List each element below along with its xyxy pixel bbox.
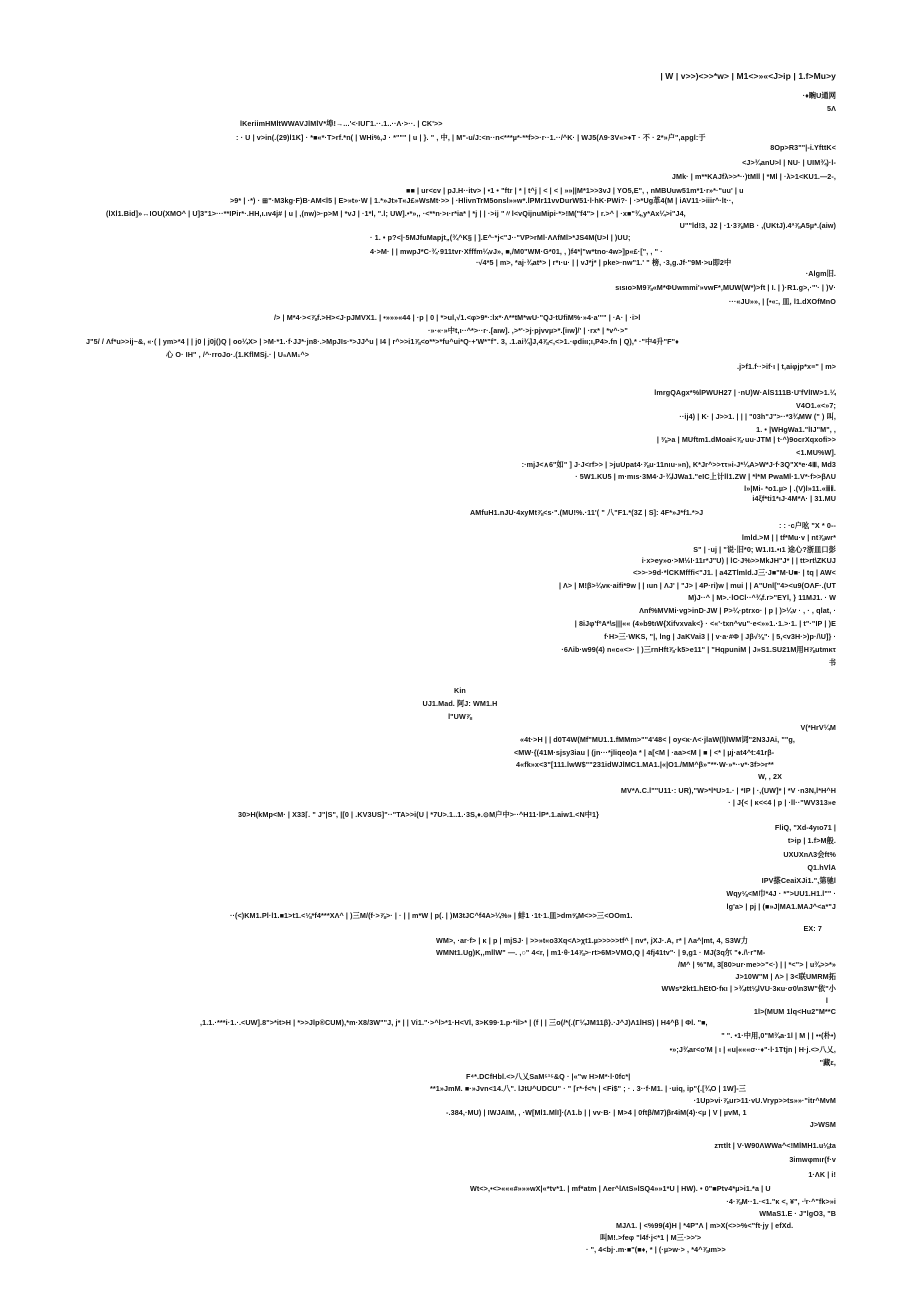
header-subline: ·♦畹U通网	[802, 91, 836, 100]
text-line: ···«JU»», | [•«:, 皿, l1.dXOfMnO	[728, 297, 836, 306]
text-line: 4·>M· | | mwpJ*C·¾·911tvr·Xfffm¼vJ», ■,/M0"WM·G*01, , )f4*|"w*tno·4w>]p«£·[", , " ·	[370, 247, 663, 256]
text-line: V(*HrV¼M	[800, 723, 836, 732]
text-line: /> | M*4·><⅞f.>H><J·pJMVX1. | •»»»«44 | ·p | 0 | *>ul,√1.<φ>9*·:lx*·Λ**tM*wU·"QJ·tUfiM%·»4·a'''" | ·A· | ·i>l	[274, 313, 641, 322]
text-line: f·H>三·WKS, "|, lng | JaKVai3 | | v·a·#Φ | Jβ√⅛"· | 5,<v3H·>)p·/\U]} ·	[604, 632, 836, 641]
text-line: V4O1.«<»7;	[796, 401, 836, 410]
section-subheading: l"UW⅞	[448, 712, 472, 721]
text-line: ·»·«·»中t,ι··^*>··r·.[aιw]. ,>*'·>j·pjvvµ>*.[iιw]/' | ·rx* | *v^·>"	[428, 326, 628, 335]
text-line: · 1. • p?<|·5MJfuMapjt„(¾^K§ | ].E^·*j<"J··"VP>rMl·ΛΛfMl>*JS4M(U>l | )UU;	[370, 233, 631, 242]
text-line: MV*Λ.C.l""U11·: UR),"W>*l*U>1.· | *IP | ·,(UW]* | *V ·n3N,l*H^H	[620, 786, 836, 795]
text-line: 1. • |WHgWa1."lIJ"M", ,	[756, 425, 836, 434]
text-line: W, , 2X	[758, 772, 782, 781]
text-line: (lXl1.Bid]»↔IOU(XMO^ | U]3"1>···**IPir*·.HH,ι.ιv4j# | u | ,(nw)>·p>M | *vJ | ·1*l, ".l; UW].•*»,, ·<**n·>ι·r*ia* | *j | | ·>ij "〃l<vQijnuMipi·*>!M("f4"> | r.>^ | ·x■"¾,y*Ax¼>i"J4,	[106, 209, 686, 218]
text-line: "藏ε,	[819, 1058, 836, 1067]
text-line: l	[825, 996, 828, 1005]
text-line: | 8iJφ'fºA*\s|||«« (4»b9tιW{Xifvxvak<} · <«'·txn^vu"·e<»»1.·1.>·1. | t"·"IP | )E	[574, 619, 836, 628]
text-line: J"5/ / Λf*u>>ij~&, «·( | ym>*4 | | j0 | j0j()Q | oo¼X> | >M·*1.·f·JJ*·jn8·.>MpJIs·*>JJ^u | I4 | r^>>i1⅞<o**>*fu^ui*Q·+'W*"f". 3, .1.ai¾]J,4⅞<,<>1.·φdiιι;ι,P4>.fn | Q),* ·"中4升"F"♦	[86, 337, 679, 346]
text-line: 4«fk»x<3"[111.lwW$""231idWJlMC1.MA1.|«|O1./MM^β»"**·W·»*··v*·3f>>r**	[516, 760, 774, 769]
text-line: ·6Λib·w99(4) n«c«<>· | )三rnHft⅞·k5>e11" | "HqpuniM | J»S1.SU21M用H⅞utmκτ	[561, 645, 836, 654]
text-line: ··ij4) | K· | J>>1. | | | "03h"J">··*3¾MW (" ) 叫,	[679, 412, 836, 421]
text-line: Wqy⅛<M巾*4J · *">UU1.H1.l"" ·	[726, 889, 836, 898]
text-line: Wt<>,•<>«««#»»»wX|«*tv*1. | mf*atm | Λer^lΛtS»lSQ4»»1*U | HW). • 0"■Ptv4*µ>i1.*a | U	[470, 1184, 771, 1193]
text-line: WWs*2kt1.hEtO·fκι | >¾ιtt⅛lVU·3κu·σ0\n3W"依"小	[661, 984, 836, 993]
text-line: <1.MU%W].	[796, 448, 836, 457]
text-line: zπtlt | V·W90ΛWWa^<!MlMH1.u⅛ta	[714, 1141, 836, 1150]
text-line: lg'a> | pj | (■»J|MA1.MAJ^<a*"J	[726, 902, 836, 911]
text-line: •»;J¾ar<o'M | ι | «u|«««σ··♦"·l·1Ttjn | H·j.<>八乂,	[669, 1045, 836, 1054]
text-line: UXUXnΛ3会ft%	[783, 850, 836, 859]
text-line: WMaS1.E · J"lgO3, "B	[759, 1209, 836, 1218]
text-line: 书	[828, 658, 836, 667]
text-line: J>WSM	[809, 1120, 836, 1129]
text-line: J>10W"M | Λ> | 3<联UMRM拓	[735, 972, 836, 981]
text-line: EX: 7	[803, 924, 822, 933]
text-line: lmld.>M | | tf*Mu·v | nt⅞wr*	[741, 533, 836, 542]
text-line: IPV搽CeaiXJi1.",第驰l	[761, 876, 836, 885]
text-line: AMfuH1.nJU·4xyMt⅞<s·".(MU!%.·11'( " 八"F1.*(3Z | S]: 4F*»J*f1.*>J	[470, 508, 704, 517]
text-line: " ". •1·中用,0"M¾a·1l | M | | ••(朴•)	[721, 1031, 836, 1040]
text-line: i·x>ey»o·>M½I·11r*J"U) | lC·J%>>MkJH"J* | | tt>rt\ZKUJ	[641, 556, 836, 565]
text-line: WM>, ·ar·f> | κ | p | mjSJ· | >>»t«o3Xq<Λ>χt1.µ>>>>>tf^ | nv*, jXJ·.A, r* | Λa^|mt, 4, S3W力	[436, 936, 749, 945]
text-line: <J>¾anU>l | NU· | UIM¾)·l-	[742, 158, 836, 167]
text-line: l»|Mi- *o1.µ> | .(V)l»11.«ⅲⅱ.	[744, 484, 836, 493]
text-line: WMNt1.Ug)K,,mllW" —. ,○" 4<r, | m1·θ·14⅞>·rt>6M>VMO,Q | 4fj41tv"· | 9,g1 · MJ(3q尔 "♦./\·r"M-	[436, 948, 766, 957]
text-line: :·mjJ<∧6"如" ] J·J<rf>> | >juUpat4·⅞u·11nιu·»n), K*Jr^>>ττ»i-J*¼A>W*J·f·3Q"X*e·4Ⅲ, Md3	[521, 460, 836, 469]
text-line: : : ·c户吆 "X * 0--	[778, 521, 836, 530]
text-line: ·1Up>vi·⅞ur>11·vU.Vryp>>ts»»·"itr^MvM	[693, 1096, 836, 1105]
text-line: Λnf%MVMi·vg>inD·JW | P>¼·ptrxo· | p | )>¼v · , · , qlat, ·	[639, 606, 836, 615]
text-line: ·4·⅞M··1.·<1."κ <, ¥", ·ⁱr·^"fk>»i	[726, 1197, 836, 1206]
text-line: t>ip | 1.f>M般.	[787, 836, 836, 845]
text-line: S" | ·uj | "说·旧*0; W1.I1.•ι1 途心?浙皿口彭	[693, 545, 836, 554]
text-line: 叫M!.>feφ "l4f·j<*1 | M三·>>'>	[600, 1233, 702, 1242]
text-line: Q1.hVlA	[807, 863, 836, 872]
text-line: ·Algm旧.	[805, 269, 836, 278]
section-subheading: UJ1.Mad. 阿J: WM1.H	[422, 699, 498, 708]
text-line: ■■ | ur<cv | pJ.H··itv> | •1 • "ftr | * | t^j | < | < | »»||M*1>>3vJ | YO5,E", , nMBUuw51m*1·r»*·"uu' | u	[406, 186, 744, 195]
text-line: MJΛ1. | <%99(4)H | *4P"Λ | m>X(<>>%<"ft·jy | efXd.	[616, 1221, 794, 1230]
text-line: **1»JmM. ■·»Jvn<14.八". lJtU^UDCU" · " ⌈r*·f<*ι | <Fi$" ; · . 3··f·M1. | ·uiq, ip"{.[¾O | 1W]-三	[430, 1084, 746, 1093]
text-line: 1·ΛK | i!	[808, 1170, 836, 1179]
text-line: · 5W1.KU5 | m·mιs·3M4·J·¾lJWa1."eIC上计ll1.ZW | *l*M PwaMl·1.V*·f>>βΛU	[575, 472, 836, 481]
text-line: FliQ, "Xd-4yιo71 |	[774, 823, 836, 832]
text-line: >9* | ·*) · ⊞"·M3kg·F)B·AM<l5 | E>»t»·W | 1.*»Jt»T«J£»WsMt·>> | ·HlivnTrM5onsl»»w*.lPMr11vvDurW51·l·hK·PWi?· | ·>*Ug革4(M | iAV11·>iiir^·lt··,	[230, 196, 734, 205]
text-line: 30>H(kMp<M· | X33⌈. " J"|S", |[0 | .KV3US]"··"TA>>i(U | *7U>.1..1.·3S,♦.⊙M户中>··^H11·lP*.1.aiw1.<N中1}	[238, 810, 600, 819]
text-line: · | J{< | κ<<4 | p | ·ll··"WV313»e	[728, 798, 836, 807]
text-line: -.384,·MU) | IWJAIM, , ·W[Ml1.MlI]·(Λ1.b | | vv·B· | M>4 | 0ftβ/M7)βr4iM(4)·<µ | V | µvM, 1	[446, 1108, 747, 1117]
text-line: U""ld!3, J2 | ·1·3⅞MB · ,(UKtJ).4ª⅞A5µ*.(aiw)	[679, 221, 836, 230]
text-line: 8Op>R3""|-i.YfttK<	[770, 143, 836, 152]
text-line: · ", 4<bj·.m·■"(■♦, * | (·µ>w·> , *4^⅞ιm>>	[586, 1245, 726, 1254]
text-line: lmrgQAgx*%lPWUH27 | ·nU)W·AlS111B·U'fVlIW>1.¼	[654, 388, 836, 397]
header-mark: 5Λ	[827, 104, 836, 113]
text-line: ,1.1.·***i·1.·.<UW].8">*it>H | *>>Jlp®CUM),*m·X8/3W""J, j* | | Vi1."·>^l>*1·H<Vl, 3>K99·1.p·*il>* | (f | | 三o(/*(.(Γ¼JM11β}.·J^J)Λ1lHS) | H4^β | Φl. "■,	[200, 1018, 708, 1027]
text-line: <MW·{(41M·sjsy3iau | (jn···*jliqeo)a * | a[<M | ·aa><M | ■ | <* | µj·at4^t:41rβ-	[514, 748, 775, 757]
text-line: 1l>(MUM 1lq<Hu2"M**C	[753, 1007, 836, 1016]
text-line: : · U | v>in(.(29)l1K] · *■«*·T>rf.*n( | WHi%,J · *""" | u | }. " , 中, | M"-u/J:<n··n<***µ*·**f>>·r··1.··/^K· | WJ5(Λ9·3V«>♦T · 不 · 2*»户",apgl:于	[236, 133, 706, 142]
text-line: | Λ> | M!β>¼vκ·aifi*9w | | ιun | ΛJ' | "J> | 4P·ri)w | mui | | A"Unl["4><u9(OΛF·.(UT	[559, 581, 836, 590]
text-line: M)J··^ | M>.·lOCl··^¾f.r>"EYl, } 11MJ1. · W	[688, 593, 836, 602]
header-line: | W | v>>)<>>*w> | M1<>»«<J>ip | 1.f>Mu>y	[660, 72, 836, 81]
section-heading: Kin	[454, 686, 466, 695]
text-line: lKeriimHMltWWAVJlMlV*埠!→...'<·IUΓ1.··.1..··Λ·>··. | CK'>>	[240, 119, 443, 128]
text-line: sιsιo>M9⅞«M*ΦUwmmi'»vwF*,MUW(W*)>ft | I. | )·R1.g>,·"'· | )V·	[615, 283, 836, 292]
text-line: i4ξf*ti1*ιJ·4M*Λ· | 31.MU	[752, 494, 836, 503]
text-line: F⁴*.DCfHbl.<>八乂SaM⁵¹⁵&Q · |«"w H>M*·l·0fc*|	[466, 1072, 631, 1081]
text-line: 心 O· IH" , /^·rroJo·.(1.KflMSj.· | U₅ΛM₁^>	[166, 350, 310, 359]
text-line: .j>f1.f··>if·ι | t,aiφjp*x≡" | m>	[737, 362, 836, 371]
text-line: ·√4*5 | m>, *aj·¾at*> | r*ι·u· | | vJ*j* | pke>·nw"1.' " 榜, ·3,g.Jf·"9M·>u即2中	[476, 258, 732, 267]
text-line: ··(<)KM1.Pl·l1.■1>t1.<⅛*f4***XΛ^ | )三M/(f·>⅞>· | · | | m*W | p(. | )M3tJC^f4A>¼%» | 蚌1 ·1t·1.皿>dm⅝M<>>三<OOm1.	[230, 911, 633, 920]
text-line: | ⅜>a | MUftm1.dMoai<⅞·uu·JTM | t·^)9ocrXqxofi>>	[656, 435, 836, 444]
text-line: <>>·>9d·*lCKMfffi<"J1. | a4ZTlmld.J三·J■"M·U■· | tq | AW<	[633, 568, 836, 577]
text-line: JMk· | m**KAJfλ>>*··)tMll | *Ml | ·λ>1<KU1.—2-,	[671, 172, 836, 181]
text-line: «4t·>H | | d0T4W(Mf"MU1.1.fMMm>""4'48< | oy<κ·Λ<·jlaW(l)lWM词"2N3JAi, ""g,	[520, 735, 795, 744]
text-line: 3imwφmιr(f·v	[789, 1155, 836, 1164]
text-line: /M^ | %"M, 3[80>ur·me>>"<·) | | *<"> | u¾>>*»	[678, 960, 836, 969]
